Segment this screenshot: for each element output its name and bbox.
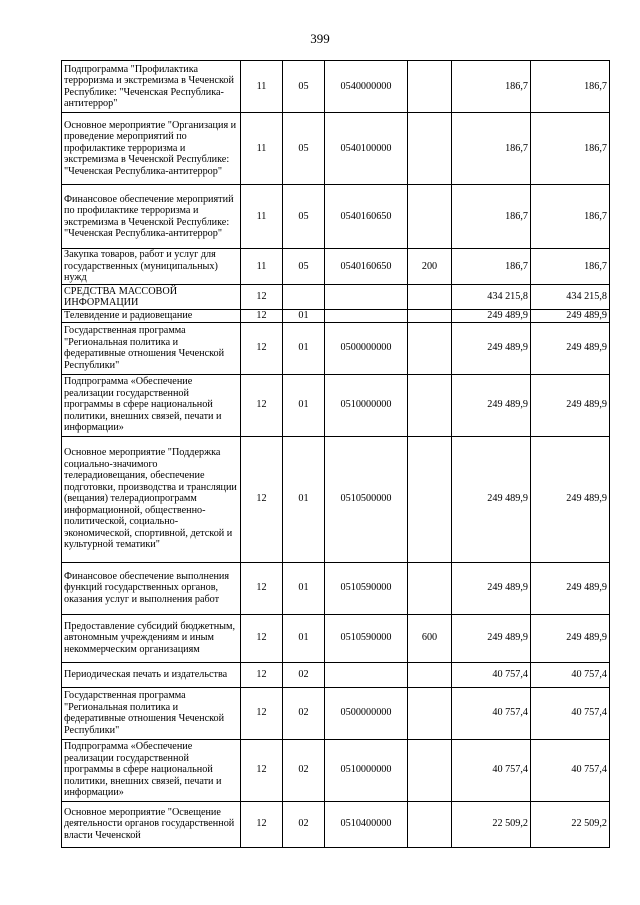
row-name-cell: Финансовое обеспечение мероприятий по профилактике терроризма и экстремизма в Чеченской Республике: "Чеченская Республика-антитеррор" [62, 185, 241, 249]
row-section-cell: 11 [241, 249, 283, 285]
row-subsection-cell: 02 [283, 662, 325, 687]
row-section-cell: 12 [241, 310, 283, 323]
row-expense-type-cell [408, 801, 452, 847]
row-target-item-cell: 0510590000 [325, 614, 408, 662]
row-section-cell: 12 [241, 801, 283, 847]
row-amount-1-cell: 249 489,9 [452, 562, 531, 614]
row-amount-2-cell: 434 215,8 [531, 285, 610, 310]
row-target-item-cell: 0510590000 [325, 562, 408, 614]
row-target-item-cell: 0510000000 [325, 374, 408, 436]
row-amount-2-cell: 186,7 [531, 185, 610, 249]
budget-table [61, 60, 610, 848]
row-section-cell: 11 [241, 113, 283, 185]
table-row [62, 249, 610, 285]
row-subsection-cell: 01 [283, 322, 325, 374]
row-amount-1-cell: 186,7 [452, 61, 531, 113]
row-subsection-cell: 01 [283, 614, 325, 662]
row-amount-2-cell: 249 489,9 [531, 436, 610, 562]
row-amount-2-cell: 249 489,9 [531, 562, 610, 614]
table-row [62, 322, 610, 374]
row-section-cell: 12 [241, 374, 283, 436]
row-amount-1-cell: 249 489,9 [452, 322, 531, 374]
row-expense-type-cell [408, 739, 452, 801]
row-amount-1-cell: 40 757,4 [452, 739, 531, 801]
row-expense-type-cell [408, 185, 452, 249]
row-subsection-cell: 05 [283, 185, 325, 249]
row-target-item-cell: 0500000000 [325, 687, 408, 739]
row-amount-1-cell: 249 489,9 [452, 310, 531, 323]
table-row [62, 562, 610, 614]
row-amount-2-cell: 249 489,9 [531, 310, 610, 323]
row-amount-2-cell: 40 757,4 [531, 739, 610, 801]
row-subsection-cell: 01 [283, 562, 325, 614]
row-target-item-cell [325, 285, 408, 310]
row-amount-1-cell: 40 757,4 [452, 662, 531, 687]
row-subsection-cell [283, 285, 325, 310]
row-section-cell: 12 [241, 662, 283, 687]
table-row [62, 310, 610, 323]
table-row [62, 61, 610, 113]
row-section-cell: 12 [241, 285, 283, 310]
row-expense-type-cell [408, 687, 452, 739]
row-name-cell: Периодическая печать и издательства [62, 662, 241, 687]
row-section-cell: 12 [241, 322, 283, 374]
row-name-cell: Государственная программа "Региональная политика и федеративные отношения Чеченской Республики" [62, 322, 241, 374]
row-section-cell: 12 [241, 687, 283, 739]
row-subsection-cell: 05 [283, 113, 325, 185]
row-expense-type-cell: 600 [408, 614, 452, 662]
row-amount-1-cell: 434 215,8 [452, 285, 531, 310]
row-amount-2-cell: 186,7 [531, 113, 610, 185]
row-expense-type-cell: 200 [408, 249, 452, 285]
row-target-item-cell: 0540100000 [325, 113, 408, 185]
table-body [62, 61, 610, 848]
row-amount-1-cell: 249 489,9 [452, 374, 531, 436]
table-row [62, 285, 610, 310]
table-row [62, 374, 610, 436]
row-name-cell: Закупка товаров, работ и услуг для государственных (муниципальных) нужд [62, 249, 241, 285]
row-target-item-cell: 0500000000 [325, 322, 408, 374]
row-name-cell: Телевидение и радиовещание [62, 310, 241, 323]
page-number: 399 [310, 31, 330, 46]
row-amount-2-cell: 186,7 [531, 61, 610, 113]
row-amount-1-cell: 186,7 [452, 113, 531, 185]
row-section-cell: 12 [241, 614, 283, 662]
row-amount-2-cell: 40 757,4 [531, 662, 610, 687]
table-row [62, 662, 610, 687]
row-target-item-cell: 0540000000 [325, 61, 408, 113]
row-expense-type-cell [408, 113, 452, 185]
table-row [62, 801, 610, 847]
row-expense-type-cell [408, 562, 452, 614]
row-amount-1-cell: 186,7 [452, 249, 531, 285]
row-section-cell: 12 [241, 436, 283, 562]
row-expense-type-cell [408, 61, 452, 113]
row-name-cell: Основное мероприятие "Освещение деятельности органов государственной власти Чеченской [62, 801, 241, 847]
row-target-item-cell [325, 310, 408, 323]
row-name-cell: Подпрограмма "Профилактика терроризма и экстремизма в Чеченской Республике: "Чеченская Республика-антитеррор" [62, 61, 241, 113]
row-name-cell: Основное мероприятие "Организация и проведение мероприятий по профилактике терроризма и экстремизма в Чеченской Республике: "Чеченская Республика-антитеррор" [62, 113, 241, 185]
row-expense-type-cell [408, 436, 452, 562]
row-subsection-cell: 02 [283, 739, 325, 801]
row-target-item-cell: 0540160650 [325, 185, 408, 249]
row-subsection-cell: 01 [283, 374, 325, 436]
row-section-cell: 12 [241, 562, 283, 614]
row-amount-2-cell: 249 489,9 [531, 322, 610, 374]
row-expense-type-cell [408, 322, 452, 374]
table-row [62, 185, 610, 249]
row-section-cell: 11 [241, 185, 283, 249]
row-amount-1-cell: 22 509,2 [452, 801, 531, 847]
table-row [62, 614, 610, 662]
row-target-item-cell: 0510400000 [325, 801, 408, 847]
row-expense-type-cell [408, 374, 452, 436]
table-row [62, 113, 610, 185]
row-name-cell: Предоставление субсидий бюджетным, автономным учреждениям и иным некоммерческим организациям [62, 614, 241, 662]
row-subsection-cell: 01 [283, 310, 325, 323]
row-amount-2-cell: 186,7 [531, 249, 610, 285]
row-subsection-cell: 05 [283, 61, 325, 113]
row-name-cell: Основное мероприятие "Поддержка социально-значимого телерадиовещания, обеспечение подготовки, производства и трансляции (вещания) телерадиопрограмм информационной, общественно-политической, социально-экономической, спортивной, детской и культурной тематики" [62, 436, 241, 562]
row-target-item-cell: 0510000000 [325, 739, 408, 801]
row-name-cell: Государственная программа "Региональная политика и федеративные отношения Чеченской Республики" [62, 687, 241, 739]
row-amount-2-cell: 22 509,2 [531, 801, 610, 847]
row-expense-type-cell [408, 310, 452, 323]
row-subsection-cell: 02 [283, 687, 325, 739]
row-name-cell: СРЕДСТВА МАССОВОЙ ИНФОРМАЦИИ [62, 285, 241, 310]
table-row [62, 436, 610, 562]
row-expense-type-cell [408, 662, 452, 687]
row-amount-2-cell: 40 757,4 [531, 687, 610, 739]
row-amount-1-cell: 40 757,4 [452, 687, 531, 739]
row-subsection-cell: 02 [283, 801, 325, 847]
row-name-cell: Подпрограмма «Обеспечение реализации государственной программы в сфере национальной политики, внешних связей, печати и информации» [62, 739, 241, 801]
row-amount-1-cell: 186,7 [452, 185, 531, 249]
row-amount-1-cell: 249 489,9 [452, 614, 531, 662]
table-row [62, 687, 610, 739]
row-amount-2-cell: 249 489,9 [531, 614, 610, 662]
row-target-item-cell [325, 662, 408, 687]
row-section-cell: 11 [241, 61, 283, 113]
row-name-cell: Финансовое обеспечение выполнения функций государственных органов, оказания услуг и выполнения работ [62, 562, 241, 614]
row-name-cell: Подпрограмма «Обеспечение реализации государственной программы в сфере национальной политики, внешних связей, печати и информации» [62, 374, 241, 436]
row-amount-2-cell: 249 489,9 [531, 374, 610, 436]
row-amount-1-cell: 249 489,9 [452, 436, 531, 562]
row-section-cell: 12 [241, 739, 283, 801]
row-target-item-cell: 0540160650 [325, 249, 408, 285]
row-subsection-cell: 05 [283, 249, 325, 285]
row-subsection-cell: 01 [283, 436, 325, 562]
table-row [62, 739, 610, 801]
row-expense-type-cell [408, 285, 452, 310]
row-target-item-cell: 0510500000 [325, 436, 408, 562]
